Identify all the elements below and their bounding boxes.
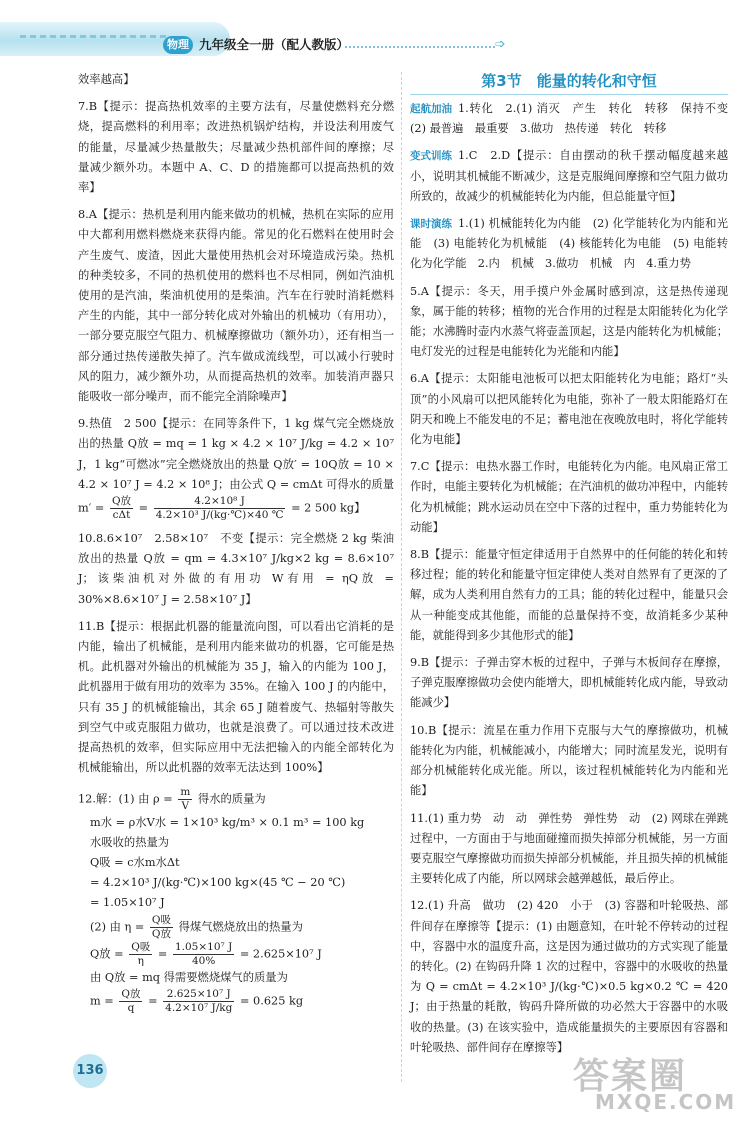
left-column <box>78 70 394 1015</box>
equation-line: (2) 由 η = $\frac{\text{Q吸}}{\text{Q放}}$ 得煤气燃烧放出的热量为 <box>90 913 303 940</box>
watermark-url: MXQE.COM <box>595 1090 737 1114</box>
answer-block-2: 变式训练 1.C 2.D【提示：自由摆动的秋千摆动幅度越来越小，说明其机械能不断减少，这是克服绳间摩擦和空气阻力做功所致的，故减少的机械能转化为内能，但总能量守恒】 <box>410 146 728 207</box>
fraction: $\frac{\text{Q吸}}{\text{Q放}}$ <box>151 913 172 940</box>
answer-7: 7.B【提示：提高热机效率的主要方法有，尽量使燃料充分燃烧，提高燃料的利用率；改进热机锅炉结构，并设法利用废气的能量，尽量减少热量散失；尽量减少热机部件间的摩擦；尽量减少额外功。本题中 A、C、D 的措施都可以提高热机的效率】 <box>78 100 394 195</box>
answer-9: 9.B【提示：子弹击穿木板的过程中，子弹与木板间存在摩擦，子弹克服摩擦做功会使内能增大，即机械能转化成内能，导致动能减少】 <box>410 656 728 710</box>
watermark-logo <box>565 1046 735 1116</box>
equation-line: 水吸收的热量为 <box>90 835 170 849</box>
section-tag: 课时演练 <box>410 218 452 231</box>
answer-8: 8.A【提示：热机是利用内能来做功的机械，热机在实际的应用中大都利用燃料燃烧来获得内能。常见的化石燃料在使用时会产生废气、废渣，因此大量使用热机会对环境造成污染。热机的种类较多，不同的热机使用的燃料也不尽相同，例如汽油机使用的是汽油，柴油机使用的是柴油。汽车在行驶时消耗燃料产生的内能，其中一部分转化成对外输出的机械功（有用功），一部分要克服空气阻力、机械摩擦做功（额外功），还有相当一部分通过热传递散失掉了。汽车做成流线型，可以减小行驶时风的阻力，减少额外功，从而提高热机的效率。加装消声器只能吸收一部分噪声，而不能完全消除噪声】 <box>78 208 394 404</box>
answer-12: 12.(1) 升高 做功 (2) 420 小于 (3) 容器和叶轮吸热、部件间存在摩擦等【提示：(1) 由题意知，在叶轮不停转动的过程中，容器中水的温度升高，这是因为通过做功的方式实现了能量的转化。(2) 在钩码升降 1 次的过程中，容器中的水吸收的热量为 Q = cmΔt = 4.2×10³ J/(kg·℃)×0.5 kg×0.2 ℃ = 420 J；由于热量的耗散，钩码升降所做的功必然大于容器中的水吸收的热量。(3) 在该实验中，造成能量损失的主要原因有容器和叶轮吸热、部件间存在摩擦等】 <box>410 899 728 1054</box>
column-divider <box>401 72 402 1082</box>
header-decoration <box>0 22 230 56</box>
header-dotted-line <box>345 46 495 48</box>
answer-6: 6.A【提示：太阳能电池板可以把太阳能转化为电能；路灯“头顶”的小风扇可以把风能转化为电能，弥补了一般太阳能路灯在阴天和晚上不能发电的不足；蓄电池在夜晚放电时，将化学能转化为电能】 <box>410 372 728 447</box>
answer-12: 12.解：(1) 由 ρ = $\frac{m}{V}$ 得水的质量为 <box>78 785 266 812</box>
book-title: 九年级全一册（配人教版） <box>199 37 350 52</box>
answer-8: 8.B【提示：能量守恒定律适用于自然界中的任何能的转化和转移过程；能的转化和能量守恒定律使人类对自然界有了更深的了解，成为人类利用自然有力的工具；能的转化过程中，能量只会从一种能变成其他能，而能的总量保持不变，故消耗多少某种能，就能得到多少其他形式的能】 <box>410 548 728 642</box>
equation-line: m = $\frac{\text{Q放}}{q}$ = $\frac{\text{2.625×10⁷ J}}{\text{4.2×10⁷ J/kg}}$ = 0.625 kg <box>90 987 304 1014</box>
answer-10: 10.B【提示：流星在重力作用下克服与大气的摩擦做功，机械能转化为内能，机械能减小，内能增大；同时流星发光，说明有部分机械能转化成光能。所以，该过程机械能转化为内能和光能】 <box>410 723 728 798</box>
answer-9: 9.热值 2 500【提示：在同等条件下，1 kg 煤气完全燃烧放出的热量 Q放 = mq = 1 kg × 4.2 × 10⁷ J/kg = 4.2 × 10⁷ J，1 kg“可燃冰”完全燃烧放出的热量 Q放′ = 10Q放 = 10 × 4.2 × 10⁷ J = 4.2 × 10⁸ J；由公式 Q = cmΔt 可得水的质量 m′ = $\frac{\text{Q放}}{\text{cΔt}}$ = $\frac{\text{4.2×10⁸ J}}{\text{4.2×10³ J/(kg·℃)×40 ℃}}$ = 2 500 kg】 <box>78 417 394 522</box>
watermark-title: 答案圈 <box>573 1056 688 1097</box>
page-header <box>0 0 750 62</box>
fraction: $\frac{\text{1.05×10⁷ J}}{40\%}$ <box>174 940 233 967</box>
equation-line: 由 Q放 = mq 得需要燃烧煤气的质量为 <box>90 970 288 984</box>
answer-9-text: 9.热值 2 500【提示：在同等条件下，1 kg 煤气完全燃烧放出的热量 Q放 = mq = 1 kg × 4.2 × 10⁷ J/kg = 4.2 × 10⁷ J，1 kg“可燃冰”完全燃烧放出的热量 Q放′ = 10Q放 = 10 × 4.2 × 10⁷ J = 4.2 × 10⁸ J；由公式 Q = cmΔt 可得水的质量 m′ = <box>78 417 394 515</box>
page-number: 136 <box>73 1054 107 1088</box>
fraction: $\frac{m}{V}$ <box>180 785 191 812</box>
section-tag: 起航加油 <box>410 103 452 115</box>
answer-10: 10.8.6×10⁷ 2.58×10⁷ 不变【提示：完全燃烧 2 kg 柴油放出的热量 Q放 = qm = 4.3×10⁷ J/kg×2 kg = 8.6×10⁷ J；该柴油机对外做的有用功 W有用 = ηQ放 = 30%×8.6×10⁷ J = 2.58×10⁷ J】 <box>78 532 394 606</box>
equation-line: Q放 = $\frac{\text{Q吸}}{\eta}$ = $\frac{\text{1.05×10⁷ J}}{40\%}$ = 2.625×10⁷ J <box>90 940 322 967</box>
equation-line: m水 = ρ水V水 = 1×10³ kg/m³ × 0.1 m³ = 100 kg <box>90 815 365 829</box>
answer-11: 11.B【提示：根据此机器的能量流向图，可以看出它消耗的是内能，输出了机械能，是利用内能来做功的机器，它可能是热机。此机器对外输出的机械能为 35 J，输入的内能为 100 J，此机器用于做有用功的效率为 35%。在输入 100 J 的内能中，只有 35 J 的机械能输出，其余 65 J 随着废气、热辐射等散失到空气中或克服阻力做功，也就是浪费了。可以通过技术改进提高热机的效率，但实际应用中无法把输入的内能全部转化为机械能输出，所以此机器的效率无法达到 100%】 <box>78 619 394 775</box>
answer-7: 7.C【提示：电热水器工作时，电能转化为内能。电风扇正常工作时，电能主要转化为机械能；在汽油机的做功冲程中，内能转化为机械能；跳水运动员在空中下落的过程中，重力势能转化为动能】 <box>410 460 728 534</box>
answer-block-1: 起航加油 1.转化 2.(1) 消灭 产生 转化 转移 保持不变 (2) 最普遍 最重要 3.做功 热传递 转化 转移 <box>410 99 728 139</box>
subject-badge: 物理 <box>163 36 193 54</box>
section-title: 第3节 能量的转化和守恒 <box>410 70 728 95</box>
answer-block-3: 课时演练 1.(1) 机械能转化为内能 (2) 化学能转化为内能和光能 (3) 电能转化为机械能 (4) 核能转化为电能 (5) 电能转化为化学能 2.内 机械 3.做功 机械 内 4.重力势 <box>410 214 728 275</box>
answer-5: 5.A【提示：冬天，用手摸户外金属时感到凉，这是热传递现象，属于能的转移；植物的光合作用的过程是太阳能转化为化学能；水沸腾时壶内水蒸气将壶盖顶起，这是内能转化为机械能；电灯发光的过程是电能转化为光能和内能】 <box>410 284 728 359</box>
fraction: $\frac{\text{4.2×10⁸ J}}{\text{4.2×10³ J/(kg·℃)×40 ℃}}$ <box>155 495 284 522</box>
equation-line: Q吸 = c水m水Δt <box>90 855 180 869</box>
fraction: $\frac{\text{Q吸}}{\eta}$ <box>131 940 151 967</box>
answer-11: 11.(1) 重力势 动 动 弹性势 弹性势 动 (2) 网球在弹跳过程中，一方面由于与地面碰撞而损失掉部分机械能，另一方面要克服空气摩擦做功而损失掉部分机械能，并且损失掉的机械能主要转化成了内能，所以网球会越弹越低，最后停止。 <box>410 811 728 886</box>
fraction: $\frac{\text{2.625×10⁷ J}}{\text{4.2×10⁷ J/kg}}$ <box>165 987 233 1014</box>
answer-6-tail: 效率越高】 <box>78 73 135 86</box>
right-column <box>410 70 740 1058</box>
fraction: $\frac{\text{Q放}}{\text{cΔt}}$ <box>111 495 132 522</box>
section-tag: 变式训练 <box>410 150 452 163</box>
equation-line: = 4.2×10³ J/(kg·℃)×100 kg×(45 ℃ − 20 ℃) <box>90 876 346 890</box>
arrow-icon: ➩ <box>495 37 506 52</box>
fraction: $\frac{\text{Q放}}{q}$ <box>121 987 141 1014</box>
equation-line: = 1.05×10⁷ J <box>90 896 165 910</box>
